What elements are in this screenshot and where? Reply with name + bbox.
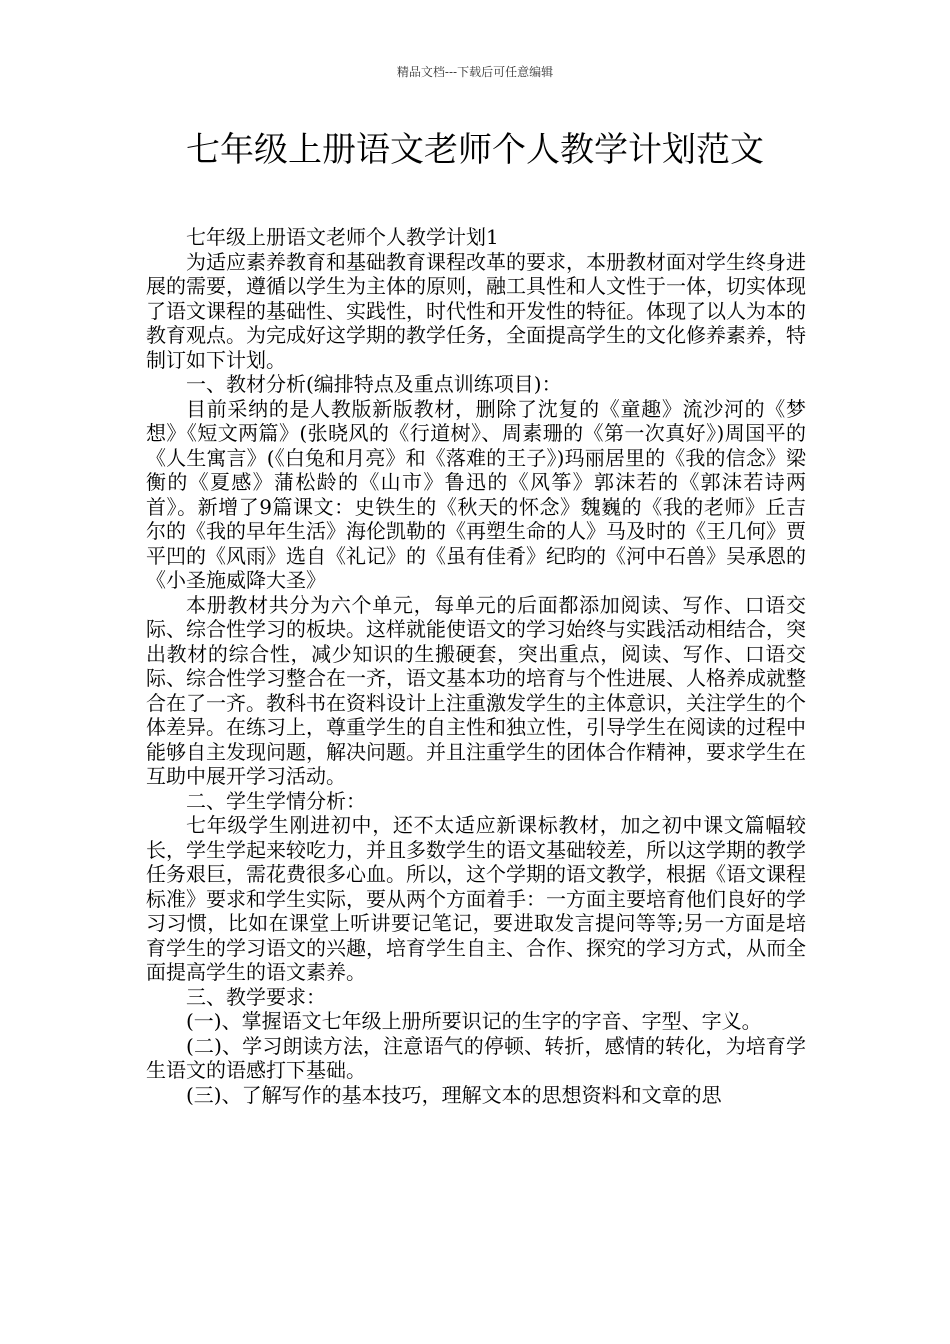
section-heading-textbook-analysis: 一、教材分析(编排特点及重点训练项目)： <box>186 372 562 396</box>
textbook-changes-paragraph: 目前采纳的是人教版新版教材，删除了沈复的《童趣》流沙河的《梦想》《短文两篇》(张晓风的《行道树》、周素珊的《第一次真好》)周国平的《人生寓言》(《白兔和月亮》和《落难的王子》)玛丽居里的《我的信念》梁衡的《夏感》蒲松龄的《山市》鲁迅的《风筝》郭沫若的《郭沫若诗两首》。新增了9篇课文：史铁生的《秋天的怀念》魏巍的《我的老师》丘吉尔的《我的早年生活》海伦凯勒的《再塑生命的人》马及时的《王几何》贾平凹的《风雨》选自《礼记》的《虽有佳肴》纪昀的《河中石兽》吴承恩的《小圣施威降大圣》 <box>146 396 806 592</box>
requirement-item-2: (二)、学习朗读方法，注意语气的停顿、转折，感情的转化，为培育学生语文的语感打下基础。 <box>146 1033 806 1082</box>
document-title: 七年级上册语文老师个人教学计划范文 <box>186 130 764 170</box>
student-analysis-paragraph: 七年级学生刚进初中，还不太适应新课标教材，加之初中课文篇幅较长，学生学起来较吃力，并且多数学生的语文基础较差，所以这学期的教学任务艰巨，需花费很多心血。所以，这个学期的语文教学，根据《语文课程标准》要求和学生实际，要从两个方面着手：一方面主要培育他们良好的学习习惯，比如在课堂上听讲要记笔记，要进取发言提问等等;另一方面是培育学生的学习语文的兴趣，培育学生自主、合作、探究的学习方式，从而全面提高学生的语文素养。 <box>146 813 806 984</box>
page-header-note: 精品文档---下载后可任意编辑 <box>396 65 554 79</box>
requirement-item-3: (三)、了解写作的基本技巧，理解文本的思想资料和文章的思 <box>186 1082 722 1107</box>
intro-paragraph: 为适应素养教育和基础教育课程改革的要求，本册教材面对学生终身进展的需要，遵循以学生为主体的原则，融工具性和人文性于一体，切实体现了语文课程的基础性、实践性，时代性和开发性的特征。体现了以人为本的教育观点。为完成好这学期的教学任务，全面提高学生的文化修养素养，特制订如下计划。 <box>146 249 806 372</box>
section-heading-teaching-requirements: 三、教学要求： <box>186 984 326 1009</box>
textbook-structure-paragraph: 本册教材共分为六个单元，每单元的后面都添加阅读、写作、口语交际、综合性学习的板块。这样就能使语文的学习始终与实践活动相结合，突出教材的综合性，减少知识的生搬硬套，突出重点，阅读、写作、口语交际、综合性学习整合在一齐，语文基本功的培育与个性进展、人格养成就整合在了一齐。教科书在资料设计上注重激发学生的主体意识，关注学生的个体差异。在练习上，尊重学生的自主性和独立性，引导学生在阅读的过程中能够自主发现问题，解决问题。并且注重学生的团体合作精神，要求学生在互助中展开学习活动。 <box>146 592 806 788</box>
section-heading-student-analysis: 二、学生学情分析： <box>186 788 366 813</box>
document-body <box>146 225 806 1107</box>
requirement-item-1: (一)、掌握语文七年级上册所要识记的生字的字音、字型、字义。 <box>186 1009 762 1033</box>
subtitle-paragraph: 七年级上册语文老师个人教学计划1 <box>186 225 499 249</box>
